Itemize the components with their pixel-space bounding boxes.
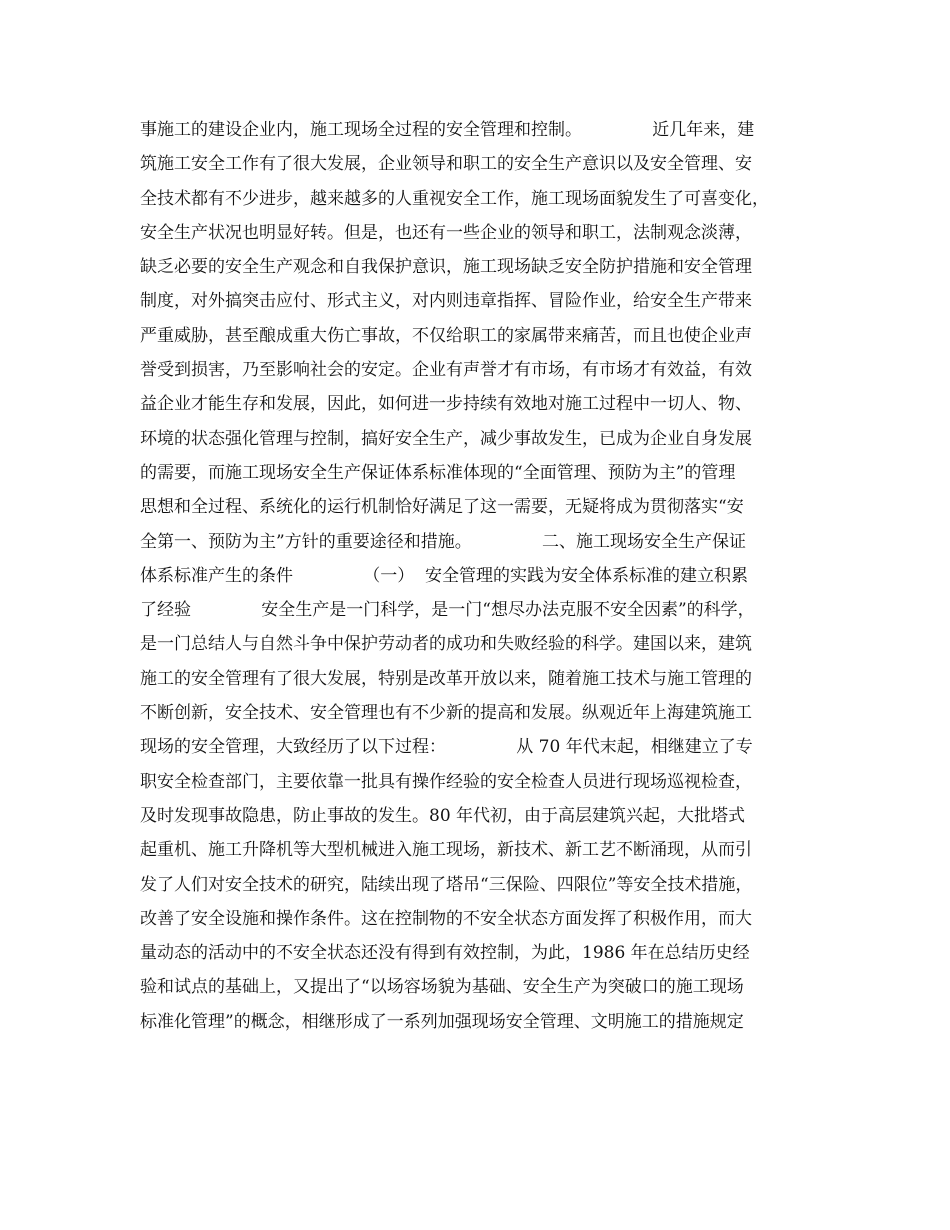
text-line: 发了人们对安全技术的研究，陆续出现了塔吊“三保险、四限位”等安全技术措施， bbox=[140, 874, 753, 895]
text-line: 职安全检查部门，主要依靠一批具有操作经验的安全检查人员进行现场巡视检查， bbox=[140, 771, 752, 792]
text-line: 起重机、施工升降机等大型机械进入施工现场，新技术、新工艺不断涌现，从而引 bbox=[140, 840, 752, 861]
text-line: 是一门总结人与自然斗争中保护劳动者的成功和失败经验的科学。建国以来，建筑 bbox=[140, 634, 752, 655]
text-line: 量动态的活动中的不安全状态还没有得到有效控制，为此，1986 年在总结历史经 bbox=[140, 943, 750, 964]
text-line: 誉受到损害，乃至影响社会的安定。企业有声誉才有市场，有市场才有效益，有效 bbox=[140, 360, 752, 381]
text-line: 体系标准产生的条件 （一） 安全管理的实践为安全体系标准的建立积累 bbox=[140, 565, 749, 586]
text-line: 的需要，而施工现场安全生产保证体系标准体现的“全面管理、预防为主”的管理 bbox=[140, 462, 736, 483]
text-line: 筑施工安全工作有了很大发展，企业领导和职工的安全生产意识以及安全管理、安 bbox=[140, 154, 752, 175]
text-line: 思想和全过程、系统化的运行机制恰好满足了这一需要，无疑将成为贯彻落实“安 bbox=[140, 497, 744, 518]
text-line: 改善了安全设施和操作条件。这在控制物的不安全状态方面发挥了积极作用，而大 bbox=[140, 908, 752, 929]
text-line: 制度，对外搞突击应付、形式主义，对内则违章指挥、冒险作业，给安全生产带来 bbox=[140, 291, 752, 312]
text-line: 全技术都有不少进步，越来越多的人重视安全工作，施工现场面貌发生了可喜变化， bbox=[140, 188, 769, 209]
text-line: 了经验 安全生产是一门科学，是一门“想尽办法克服不安全因素”的科学， bbox=[140, 600, 755, 621]
text-line: 全第一、预防为主”方针的重要途径和措施。 二、施工现场安全生产保证 bbox=[140, 531, 746, 552]
text-line: 环境的状态强化管理与控制，搞好安全生产，减少事故发生，已成为企业自身发展 bbox=[140, 428, 752, 449]
text-line: 缺乏必要的安全生产观念和自我保护意识，施工现场缺乏安全防护措施和安全管理 bbox=[140, 257, 752, 278]
text-line: 标准化管理”的概念，相继形成了一系列加强现场安全管理、文明施工的措施规定 bbox=[140, 1011, 744, 1032]
text-line: 验和试点的基础上，又提出了“以场容场貌为基础、安全生产为突破口的施工现场 bbox=[140, 977, 744, 998]
text-line: 安全生产状况也明显好转。但是，也还有一些企业的领导和职工，法制观念淡薄， bbox=[140, 222, 752, 243]
text-line: 及时发现事故隐患，防止事故的发生。80 年代初，由于高层建筑兴起，大批塔式 bbox=[140, 805, 746, 826]
text-line: 现场的安全管理，大致经历了以下过程： 从 70 年代末起，相继建立了专 bbox=[140, 737, 753, 758]
body-text bbox=[140, 113, 830, 1039]
text-line: 事施工的建设企业内，施工现场全过程的安全管理和控制。 近几年来，建 bbox=[140, 120, 755, 140]
text-line: 益企业才能生存和发展，因此，如何进一步持续有效地对施工过程中一切人、物、 bbox=[140, 394, 752, 415]
text-line: 不断创新，安全技术、安全管理也有不少新的提高和发展。纵观近年上海建筑施工 bbox=[140, 703, 752, 724]
text-line: 严重威胁，甚至酿成重大伤亡事故，不仅给职工的家属带来痛苦，而且也使企业声 bbox=[140, 325, 752, 346]
text-line: 施工的安全管理有了很大发展，特别是改革开放以来，随着施工技术与施工管理的 bbox=[140, 668, 752, 689]
